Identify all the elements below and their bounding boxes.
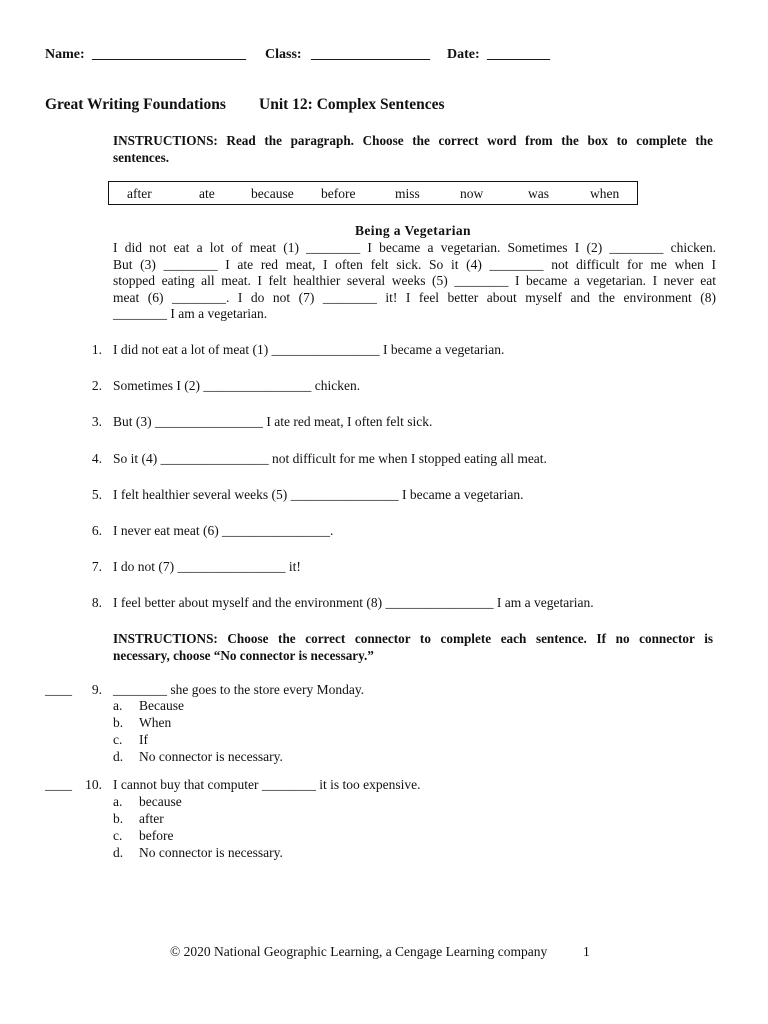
answer-blank[interactable]: ____ [45,777,72,792]
question-text: I did not eat a lot of meat (1) ________________ I became a vegetarian. [113,342,505,357]
word-box-item: miss [395,186,420,201]
option-text[interactable]: before [139,828,174,843]
footer-copyright: © 2020 National Geographic Learning, a Cengage Learning company [170,944,548,959]
word-box-item: because [251,186,294,201]
name-label: Name: [45,47,85,62]
option-letter: b. [113,811,124,826]
paragraph [113,240,716,323]
question-text: But (3) ________________ I ate red meat, I often felt sick. [113,414,433,429]
part1-instructions-line1: INSTRUCTIONS: Read the paragraph. Choose the correct word from the box to complete the [113,133,713,148]
option-letter: d. [113,749,124,764]
question-number: 4. [91,451,102,466]
paragraph-title: Being a Vegetarian [355,223,471,238]
question-number: 7. [91,559,102,574]
option-text[interactable]: after [139,811,164,826]
option-text[interactable]: When [139,715,172,730]
option-text[interactable]: Because [139,698,184,713]
option-letter: b. [113,715,124,730]
class-label: Class: [265,47,302,62]
answer-blank[interactable]: ____ [45,682,72,697]
question-text: I never eat meat (6) ________________. [113,523,334,538]
question-text: So it (4) ________________ not difficult for me when I stopped eating all meat. [113,451,547,466]
part2-instructions-line2: necessary, choose “No connector is necessary.” [113,648,374,663]
question-text: I feel better about myself and the environment (8) ________________ I am a vegetarian. [113,595,594,610]
question-number: 1. [91,342,102,357]
word-box-item: now [460,186,484,201]
paragraph-line: stopped eating all meat. I felt healthier several weeks (5) ________ I became a vegetarian. I never eat [113,273,716,288]
option-letter: d. [113,845,124,860]
part1-instructions-line2: sentences. [113,150,170,165]
class-blank[interactable]: _________________ [311,47,430,62]
word-box-item: when [590,186,620,201]
question-number: 5. [91,487,102,502]
page-number: 1 [583,944,590,959]
paragraph-line: meat (6) ________. I do not (7) ________ it! I feel better about myself and the environment (8) [113,289,716,305]
question-number: 10. [85,777,102,792]
word-box [108,181,638,205]
book-title: Great Writing Foundations [45,96,226,113]
paragraph-line: But (3) ________ I ate red meat, I often felt sick. So it (4) ________ not difficult for me when I [113,256,716,272]
name-blank[interactable]: ______________________ [92,47,246,62]
question-number: 3. [91,414,102,429]
question-number: 8. [91,595,102,610]
part2-instructions-line1: INSTRUCTIONS: Choose the correct connector to complete each sentence. If no connector is [113,631,713,646]
option-text[interactable]: If [139,732,148,747]
paragraph-line: I did not eat a lot of meat (1) ________ I became a vegetarian. Sometimes I (2) ________ chicken. [113,240,716,255]
option-letter: c. [113,828,123,843]
word-box-item: after [127,186,152,201]
question-text: I do not (7) ________________ it! [113,559,301,574]
word-box-item: was [528,186,549,201]
option-text[interactable]: No connector is necessary. [139,845,283,860]
option-letter: a. [113,698,123,713]
unit-title: Unit 12: Complex Sentences [259,96,445,113]
paragraph-line: ________ I am a vegetarian. [113,306,268,321]
question-text: I felt healthier several weeks (5) ________________ I became a vegetarian. [113,487,524,502]
question-text: Sometimes I (2) ________________ chicken. [113,378,361,393]
option-text[interactable]: No connector is necessary. [139,749,283,764]
word-box-item: before [321,186,356,201]
question-text: ________ she goes to the store every Monday. [113,682,365,697]
word-box-item: ate [199,186,215,201]
option-letter: a. [113,794,123,809]
option-text[interactable]: because [139,794,182,809]
question-text: I cannot buy that computer ________ it is too expensive. [113,777,421,792]
option-letter: c. [113,732,123,747]
question-number: 6. [91,523,102,538]
part2-instructions [113,630,713,664]
question-number: 2. [91,378,102,393]
date-label: Date: [447,47,480,62]
date-blank[interactable]: _________ [487,47,550,62]
question-number: 9. [91,682,102,697]
part1-instructions [113,132,713,166]
